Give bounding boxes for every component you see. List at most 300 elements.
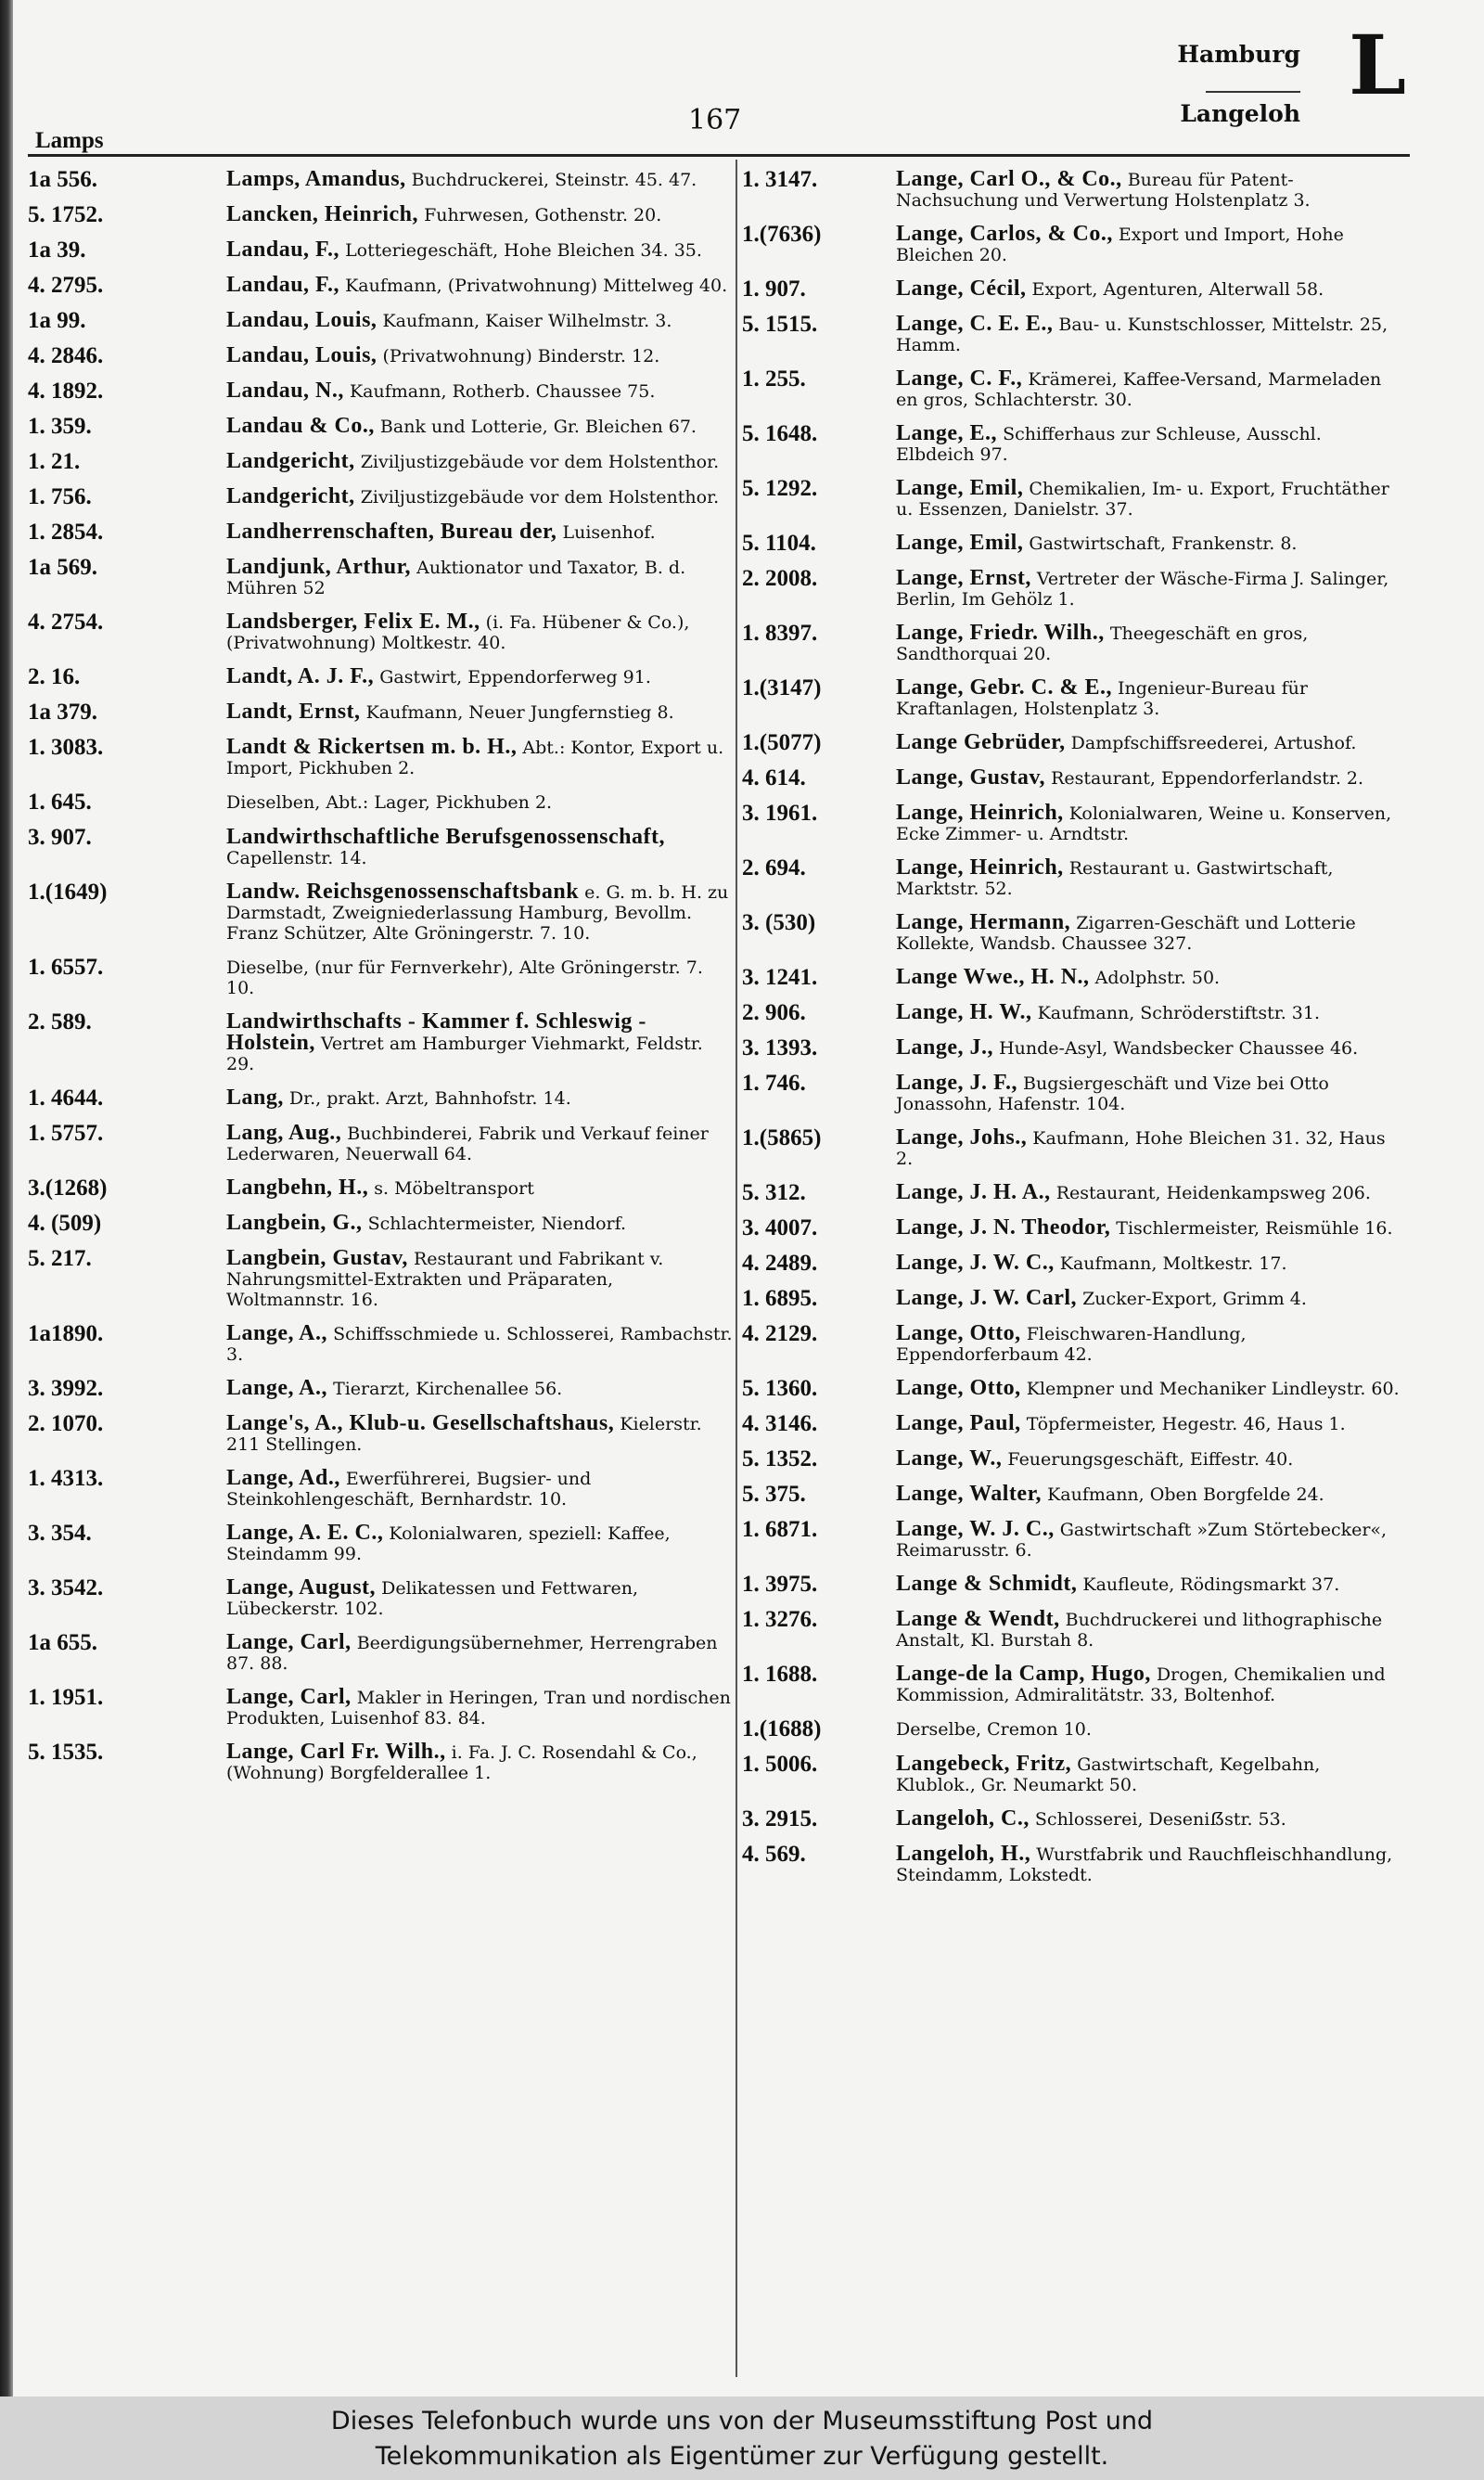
entry-detail: Dieselbe, (nur für Fernverkehr), Alte Gröningerstr. 7. 10. (226, 957, 703, 998)
entry-detail: Restaurant, Eppendorferlandstr. 2. (1051, 768, 1364, 789)
entry-body (226, 1123, 733, 1164)
entry-detail: Buchbinderei, Fabrik und Verkauf feiner Lederwaren, Neuerwall 64. (226, 1124, 709, 1164)
entry-phone-number: 4. 2846. (28, 343, 104, 368)
entry-body (226, 486, 733, 508)
directory-entry (742, 478, 1405, 520)
directory-entry (742, 278, 1405, 301)
entry-name: Lange, Paul, (896, 1411, 1021, 1435)
entry-detail: Buchdruckerei und lithographische Anstalt, Kl. Burstah 8. (896, 1610, 1383, 1651)
entry-name: Langbein, G., (226, 1211, 363, 1235)
entry-body (896, 568, 1405, 610)
entry-phone-number: 1. 3975. (742, 1572, 818, 1597)
entry-detail: Lotteriegeschäft, Hohe Bleichen 34. 35. (345, 240, 702, 261)
directory-entry (742, 677, 1405, 719)
entry-body (896, 1217, 1405, 1239)
entry-phone-number: 3.(1268) (28, 1176, 108, 1201)
entry-name: Lange, Ad., (226, 1466, 340, 1490)
entry-name: Landw. Reichsgenossenschaftsbank (226, 880, 580, 904)
directory-entry (28, 666, 733, 688)
directory-entry (28, 1011, 733, 1074)
page-header (28, 17, 1410, 156)
entry-phone-number: 1. 359. (28, 414, 92, 439)
entry-detail: Luisenhof. (562, 522, 656, 543)
entry-name: Lange, A., (226, 1376, 328, 1400)
entry-name: Lange, Heinrich, (896, 801, 1064, 825)
entry-detail: Ziviljustizgebäude vor dem Holstenthor. (360, 452, 720, 472)
directory-entry (742, 1413, 1405, 1435)
entry-body (896, 368, 1405, 410)
entry-body (226, 1687, 733, 1728)
left-column (28, 169, 733, 2377)
entry-name: Lange, J. N. Theodor, (896, 1215, 1111, 1240)
directory-entry (28, 380, 733, 403)
entry-phone-number: 3. (530) (742, 910, 816, 935)
entry-detail: Theegeschäft en gros, Sandthorquai 20. (896, 623, 1309, 664)
entry-name: Lange Wwe., H. N., (896, 965, 1090, 989)
entry-phone-number: 1a 99. (28, 308, 86, 333)
entry-detail: Kaufmann, Neuer Jungfernstieg 8. (365, 702, 674, 723)
entry-body (896, 803, 1405, 844)
directory-entry (28, 957, 733, 998)
entry-detail: Wurstfabrik und Rauchfleischhandlung, Steindamm, Lokstedt. (896, 1844, 1393, 1885)
entry-phone-number: 3. 354. (28, 1521, 92, 1546)
entry-detail: Adolphstr. 50. (1094, 968, 1221, 988)
entry-body (896, 1664, 1405, 1705)
entry-name: Lange, J. H. A., (896, 1180, 1051, 1204)
entry-name: Lange, Emil, (896, 476, 1024, 500)
entry-phone-number: 3. 1241. (742, 965, 818, 990)
directory-entry (742, 1448, 1405, 1471)
entry-phone-number: 1. 4644. (28, 1086, 104, 1111)
entry-name: Lange, Heinrich, (896, 855, 1064, 880)
entry-name: Landau, F., (226, 273, 340, 297)
entry-detail: Abt.: Kontor, Export u. Import, Pickhuben 2. (226, 738, 724, 778)
entry-detail: Gastwirtschaft »Zum Störtebecker«, Reimarusstr. 6. (896, 1520, 1388, 1561)
entry-body (896, 1484, 1405, 1505)
entry-phone-number: 5. 375. (742, 1482, 806, 1507)
entry-phone-number: 5. 1752. (28, 202, 104, 227)
entry-detail: s. Möbeltransport (374, 1178, 534, 1199)
entry-body (226, 1177, 733, 1199)
entry-name: Landau, Louis, (226, 308, 377, 332)
entry-phone-number: 1. 21. (28, 449, 81, 474)
entry-phone-number: 5. 1292. (742, 476, 818, 501)
directory-entry (742, 967, 1405, 989)
entry-phone-number: 3. 1393. (742, 1035, 818, 1060)
entry-body (896, 1413, 1405, 1434)
section-letter: L (1349, 17, 1406, 113)
directory-entry (28, 239, 733, 262)
entry-name: Lange, Carl Fr. Wilh., (226, 1740, 446, 1764)
entry-detail: Drogen, Chemikalien und Kommission, Admiralitätstr. 33, Boltenhof. (896, 1664, 1386, 1705)
directory-entry (28, 881, 733, 944)
entry-body (896, 967, 1405, 988)
entry-detail: Gastwirtschaft, Frankenstr. 8. (1029, 533, 1298, 554)
directory-entry (742, 368, 1405, 410)
entry-body (226, 957, 733, 998)
entry-body (896, 1609, 1405, 1651)
directory-entry (28, 345, 733, 367)
directory-entry (742, 1037, 1405, 1060)
entry-name: Lange, Emil, (896, 531, 1024, 555)
entry-body (896, 478, 1405, 520)
entry-phone-number: 2. 589. (28, 1009, 92, 1034)
entry-detail: Zucker-Export, Grimm 4. (1082, 1289, 1307, 1309)
entry-name: Landgericht, (226, 449, 355, 473)
entry-name: Landgericht, (226, 484, 355, 508)
entry-phone-number: 3. 3542. (28, 1575, 104, 1600)
entry-name: Lange, Walter, (896, 1482, 1043, 1506)
entry-name: Lange, C. F., (896, 366, 1023, 391)
entry-detail: Vertreter der Wäsche-Firma J. Salinger, Berlin, Im Gehölz 1. (896, 569, 1389, 610)
entry-body (226, 1213, 733, 1234)
entry-phone-number: 1. 1951. (28, 1685, 104, 1710)
entry-body (896, 314, 1405, 355)
entry-name: Lange, August, (226, 1575, 377, 1600)
entry-name: Langeloh, C., (896, 1806, 1030, 1831)
entry-detail: Beerdigungsübernehmer, Herrengraben 87. 88. (226, 1633, 718, 1674)
entry-body (226, 1632, 733, 1674)
directory-entry (742, 224, 1405, 265)
entry-phone-number: 4. 2129. (742, 1321, 818, 1346)
entry-detail: Gastwirt, Eppendorferweg 91. (379, 667, 651, 687)
entry-phone-number: 1. 756. (28, 484, 92, 509)
entry-phone-number: 1. 255. (742, 366, 806, 392)
directory-entry (742, 1484, 1405, 1506)
directory-entry (742, 1718, 1405, 1741)
entry-detail: Makler in Heringen, Tran und nordischen Produkten, Luisenhof 83. 84. (226, 1688, 731, 1728)
entry-phone-number: 1. 746. (742, 1071, 806, 1096)
entry-phone-number: 1.(7636) (742, 222, 822, 247)
entry-body (896, 1253, 1405, 1274)
entry-phone-number: 1. 5006. (742, 1752, 818, 1777)
entry-phone-number: 1a 556. (28, 167, 97, 192)
entry-name: Langbein, Gustav, (226, 1246, 408, 1270)
entry-detail: Ziviljustizgebäude vor dem Holstenthor. (360, 487, 720, 508)
entry-body (896, 1448, 1405, 1470)
entry-detail: Restaurant und Fabrikant v. Nahrungsmittel-Extrakten und Präparaten, Woltmannstr. 16. (226, 1249, 664, 1310)
entry-body (896, 1002, 1405, 1023)
entry-name: Lange, Ernst, (896, 566, 1031, 590)
entry-phone-number: 1a 379. (28, 700, 97, 725)
entry-body (896, 1754, 1405, 1795)
entry-body (226, 416, 733, 437)
entry-detail: Kolonialwaren, Weine u. Konserven, Ecke Zimmer- u. Arndtstr. (896, 803, 1392, 844)
entry-name: Lange, Gustav, (896, 765, 1046, 790)
entry-name: Lange, A., (226, 1321, 328, 1345)
footer-line-1: Dieses Telefonbuch wurde uns von der Museumsstiftung Post und (330, 2407, 1154, 2435)
directory-entry (742, 1253, 1405, 1275)
entry-body (226, 827, 733, 868)
entry-phone-number: 4. (509) (28, 1211, 102, 1236)
entry-detail: Bau- u. Kunstschlosser, Mittelstr. 25, Hamm. (896, 315, 1388, 355)
directory-entry (28, 1687, 733, 1728)
entry-body (226, 1323, 733, 1365)
entry-phone-number: 1. 645. (28, 790, 92, 815)
entry-detail: e. G. m. b. H. zu Darmstadt, Zweigniederlassung Hamburg, Bevollm. Franz Schützer, Alte Gröningerstr. 7. 10. (226, 882, 729, 944)
directory-entry (742, 1754, 1405, 1795)
entry-name: Lang, Aug., (226, 1121, 342, 1145)
directory-entry (28, 451, 733, 473)
entry-phone-number: 2. 906. (742, 1000, 806, 1025)
entry-name: Landau, Louis, (226, 343, 377, 367)
entry-name: Landwirthschaftliche Berufsgenossenschaft, (226, 825, 666, 849)
running-head-range: Langeloh (1180, 100, 1300, 127)
directory-entry (742, 1609, 1405, 1651)
entry-body (896, 169, 1405, 211)
entry-detail: Vertret am Hamburger Viehmarkt, Feldstr. 29. (226, 1034, 703, 1074)
entry-phone-number: 2. 2008. (742, 566, 818, 591)
entry-body (896, 224, 1405, 265)
entry-name: Lange, W., (896, 1446, 1003, 1471)
directory-entry (742, 1323, 1405, 1365)
entry-detail: Kaufmann, Oben Borgfelde 24. (1047, 1484, 1324, 1505)
directory-entry (28, 1468, 733, 1510)
entry-detail: Kaufmann, Rotherb. Chaussee 75. (349, 381, 656, 402)
entry-detail: Chemikalien, Im- u. Export, Fruchtäther u. Essenzen, Danielstr. 37. (896, 479, 1389, 520)
entry-body (226, 345, 733, 366)
entry-body (896, 767, 1405, 789)
entry-body (896, 1073, 1405, 1114)
entry-detail: Ingenieur-Bureau für Kraftanlagen, Holstenplatz 3. (896, 678, 1308, 719)
directory-entry (742, 1519, 1405, 1561)
entry-phone-number: 1. 6557. (28, 955, 104, 980)
entry-detail: Derselbe, Cremon 10. (896, 1719, 1092, 1740)
entry-detail: Kaufleute, Rödingsmarkt 37. (1082, 1574, 1340, 1595)
entry-phone-number: 4. 614. (742, 765, 806, 790)
entry-phone-number: 4. 1892. (28, 379, 104, 404)
directory-entry (28, 701, 733, 724)
entry-phone-number: 1. 3083. (28, 735, 104, 760)
entry-detail: Auktionator und Taxator, B. d. Mühren 52 (226, 558, 686, 598)
entry-body (896, 1718, 1405, 1740)
entry-phone-number: 1a 39. (28, 238, 86, 263)
directory-entry (742, 1217, 1405, 1240)
directory-entry (28, 611, 733, 653)
entry-phone-number: 1. 4313. (28, 1466, 104, 1491)
entry-phone-number: 5. 1352. (742, 1446, 818, 1471)
entry-phone-number: 5. 1515. (742, 312, 818, 337)
entry-name: Landjunk, Arthur, (226, 555, 412, 579)
entry-name: Lange, Otto, (896, 1321, 1021, 1345)
entry-detail: Ewerführerei, Bugsier- und Steinkohlengeschäft, Bernhardstr. 10. (226, 1469, 592, 1510)
entry-detail: Kielerstr. 211 Stellingen. (226, 1414, 702, 1455)
entry-name: Landwirthschafts - Kammer f. Schleswig - Holstein, (226, 1009, 646, 1055)
entry-detail: Schiffsschmiede u. Schlosserei, Rambachstr. 3. (226, 1324, 733, 1365)
entry-phone-number: 1. 6895. (742, 1286, 818, 1311)
entry-phone-number: 1. 3147. (742, 167, 818, 192)
entry-body (896, 423, 1405, 465)
directory-entry (28, 310, 733, 332)
entry-phone-number: 1. 2854. (28, 520, 104, 545)
entry-body (226, 310, 733, 331)
entry-detail: Dampfschiffsreederei, Artushof. (1070, 733, 1357, 753)
book-spine-shadow (0, 0, 13, 2396)
entry-phone-number: 1a 655. (28, 1630, 97, 1655)
directory-entry (28, 416, 733, 438)
entry-phone-number: 1.(1649) (28, 880, 108, 905)
entry-body (896, 1519, 1405, 1561)
directory-entry (742, 1664, 1405, 1705)
entry-phone-number: 1.(5865) (742, 1125, 822, 1150)
entry-body (896, 1844, 1405, 1885)
entry-name: Lange, A. E. C., (226, 1521, 384, 1545)
entry-name: Lange, Hermann, (896, 910, 1071, 934)
entry-phone-number: 2. 16. (28, 664, 81, 689)
entry-phone-number: 1a 569. (28, 555, 97, 580)
entry-name: Lange, J. W. Carl, (896, 1286, 1078, 1310)
entry-detail: Schlosserei, Deseniẞstr. 53. (1034, 1809, 1286, 1830)
entry-body (226, 204, 733, 225)
entry-phone-number: 1. 907. (742, 276, 806, 302)
entry-phone-number: 1.(3147) (742, 675, 822, 700)
directory-entry (28, 169, 733, 191)
entry-phone-number: 5. 312. (742, 1180, 806, 1205)
entry-detail: Fuhrwesen, Gothenstr. 20. (424, 205, 662, 225)
entry-detail: Bureau für Patent-Nachsuchung und Verwertung Holstenplatz 3. (896, 170, 1311, 211)
directory-entry (742, 568, 1405, 610)
entry-name: Landt, A. J. F., (226, 664, 375, 688)
entry-body (896, 278, 1405, 300)
entry-detail: Tierarzt, Kirchenallee 56. (333, 1379, 563, 1399)
directory-entry (742, 1844, 1405, 1885)
entry-body (896, 1127, 1405, 1169)
entry-body (896, 732, 1405, 753)
entry-body (226, 239, 733, 261)
entry-detail: Restaurant, Heidenkampsweg 206. (1055, 1183, 1371, 1203)
entry-body (226, 275, 733, 296)
running-head-city: Hamburg (1177, 41, 1300, 68)
entry-detail: Capellenstr. 14. (226, 848, 367, 868)
entry-name: Langeloh, H., (896, 1842, 1031, 1866)
entry-body (226, 451, 733, 472)
entry-phone-number: 5. 1535. (28, 1740, 104, 1765)
entry-detail: Feuerungsgeschäft, Eiffestr. 40. (1007, 1449, 1294, 1470)
directory-entry (28, 1378, 733, 1400)
directory-entry (742, 1002, 1405, 1024)
entry-phone-number: 4. 3146. (742, 1411, 818, 1436)
directory-entry (28, 1248, 733, 1310)
entry-detail: Krämerei, Kaffee-Versand, Marmeladen en gros, Schlachterstr. 30. (896, 369, 1382, 410)
entry-body (226, 737, 733, 778)
entry-body (226, 1523, 733, 1564)
entry-body (226, 1248, 733, 1310)
entry-body (226, 1413, 733, 1455)
entry-body (226, 1741, 733, 1783)
entry-name: Landau & Co., (226, 414, 375, 438)
entry-body (896, 1378, 1405, 1399)
entry-name: Langbehn, H., (226, 1176, 369, 1200)
entry-body (896, 677, 1405, 719)
entry-name: Lange, Carl O., & Co., (896, 167, 1122, 191)
entry-detail: Kaufmann, Hohe Bleichen 31. 32, Haus 2. (896, 1128, 1386, 1169)
directory-entry (28, 791, 733, 814)
entry-body (226, 521, 733, 543)
entry-phone-number: 5. 1648. (742, 421, 818, 446)
directory-entry (28, 1213, 733, 1235)
directory-entry (742, 533, 1405, 555)
entry-name: Lange & Wendt, (896, 1607, 1060, 1631)
directory-entry (742, 314, 1405, 355)
entry-phone-number: 4. 2489. (742, 1251, 818, 1276)
entry-body (896, 623, 1405, 664)
entry-name: Landt, Ernst, (226, 700, 361, 724)
directory-entry (28, 1087, 733, 1110)
entry-body (226, 791, 733, 813)
entry-name: Lange, C. E. E., (896, 312, 1054, 336)
directory-entry (28, 827, 733, 868)
entry-name: Lange, W. J. C., (896, 1517, 1055, 1541)
entry-detail: Schifferhaus zur Schleuse, Ausschl. Elbdeich 97. (896, 424, 1322, 465)
entry-phone-number: 5. 1360. (742, 1376, 818, 1401)
entry-detail: Export und Import, Hohe Bleichen 20. (896, 225, 1344, 265)
directory-entry (28, 1523, 733, 1564)
entry-detail: Schlachtermeister, Niendorf. (367, 1214, 627, 1234)
entry-body (896, 857, 1405, 899)
entry-body (226, 557, 733, 598)
entry-phone-number: 1.(5077) (742, 730, 822, 755)
entry-body (226, 611, 733, 653)
entry-name: Landsberger, Felix E. M., (226, 610, 480, 634)
entry-body (226, 1087, 733, 1109)
entry-detail: Zigarren-Geschäft und Lotterie Kollekte, Wandsb. Chaussee 327. (896, 913, 1356, 954)
directory-entry (28, 204, 733, 226)
entry-phone-number: 2. 694. (742, 855, 806, 880)
entry-body (896, 1808, 1405, 1830)
directory-entry (28, 1177, 733, 1200)
entry-name: Lange, Friedr. Wilh., (896, 621, 1105, 645)
directory-entry (28, 275, 733, 297)
entry-phone-number: 3. 4007. (742, 1215, 818, 1240)
directory-entry (28, 737, 733, 778)
entry-name: Lange, Carl, (226, 1630, 352, 1654)
entry-name: Landt & Rickertsen m. b. H., (226, 735, 518, 759)
entry-detail: Tischlermeister, Reismühle 16. (1116, 1218, 1393, 1239)
directory-entry (28, 1323, 733, 1365)
directory-entry (28, 1413, 733, 1455)
entry-phone-number: 1. 6871. (742, 1517, 818, 1542)
directory-entry (742, 423, 1405, 465)
column-divider (736, 160, 737, 2377)
entry-name: Lange, Otto, (896, 1376, 1021, 1400)
entry-name: Langebeck, Fritz, (896, 1752, 1072, 1776)
header-rule-short (1206, 91, 1300, 93)
entry-body (226, 1011, 733, 1074)
page-number: 167 (688, 104, 742, 136)
entry-phone-number: 2. 1070. (28, 1411, 104, 1436)
entry-detail: Restaurant u. Gastwirtschaft, Marktstr. 52. (896, 858, 1334, 899)
directory-entry (742, 912, 1405, 954)
entry-phone-number: 3. 907. (28, 825, 92, 850)
entry-body (226, 380, 733, 402)
entry-detail: Kolonialwaren, speziell: Kaffee, Steindamm 99. (226, 1523, 671, 1564)
entry-name: Landherrenschaften, Bureau der, (226, 520, 557, 544)
directory-entry (28, 557, 733, 598)
entry-detail: Delikatessen und Fettwaren, Lübeckerstr. 102. (226, 1578, 638, 1619)
entry-body (226, 169, 733, 190)
entry-phone-number: 4. 2754. (28, 610, 104, 635)
directory-entry (742, 1574, 1405, 1596)
entry-name: Lange, E., (896, 421, 998, 445)
entry-phone-number: 3. 2915. (742, 1806, 818, 1831)
entry-name: Lange, Gebr. C. & E., (896, 675, 1112, 700)
entry-name: Landau, N., (226, 379, 344, 403)
entry-detail: Hunde-Asyl, Wandsbecker Chaussee 46. (999, 1038, 1359, 1059)
entry-body (226, 1378, 733, 1399)
directory-entry (742, 1182, 1405, 1204)
entry-detail: Kaufmann, (Privatwohnung) Mittelweg 40. (345, 276, 728, 296)
entry-name: Lange, J., (896, 1035, 994, 1060)
